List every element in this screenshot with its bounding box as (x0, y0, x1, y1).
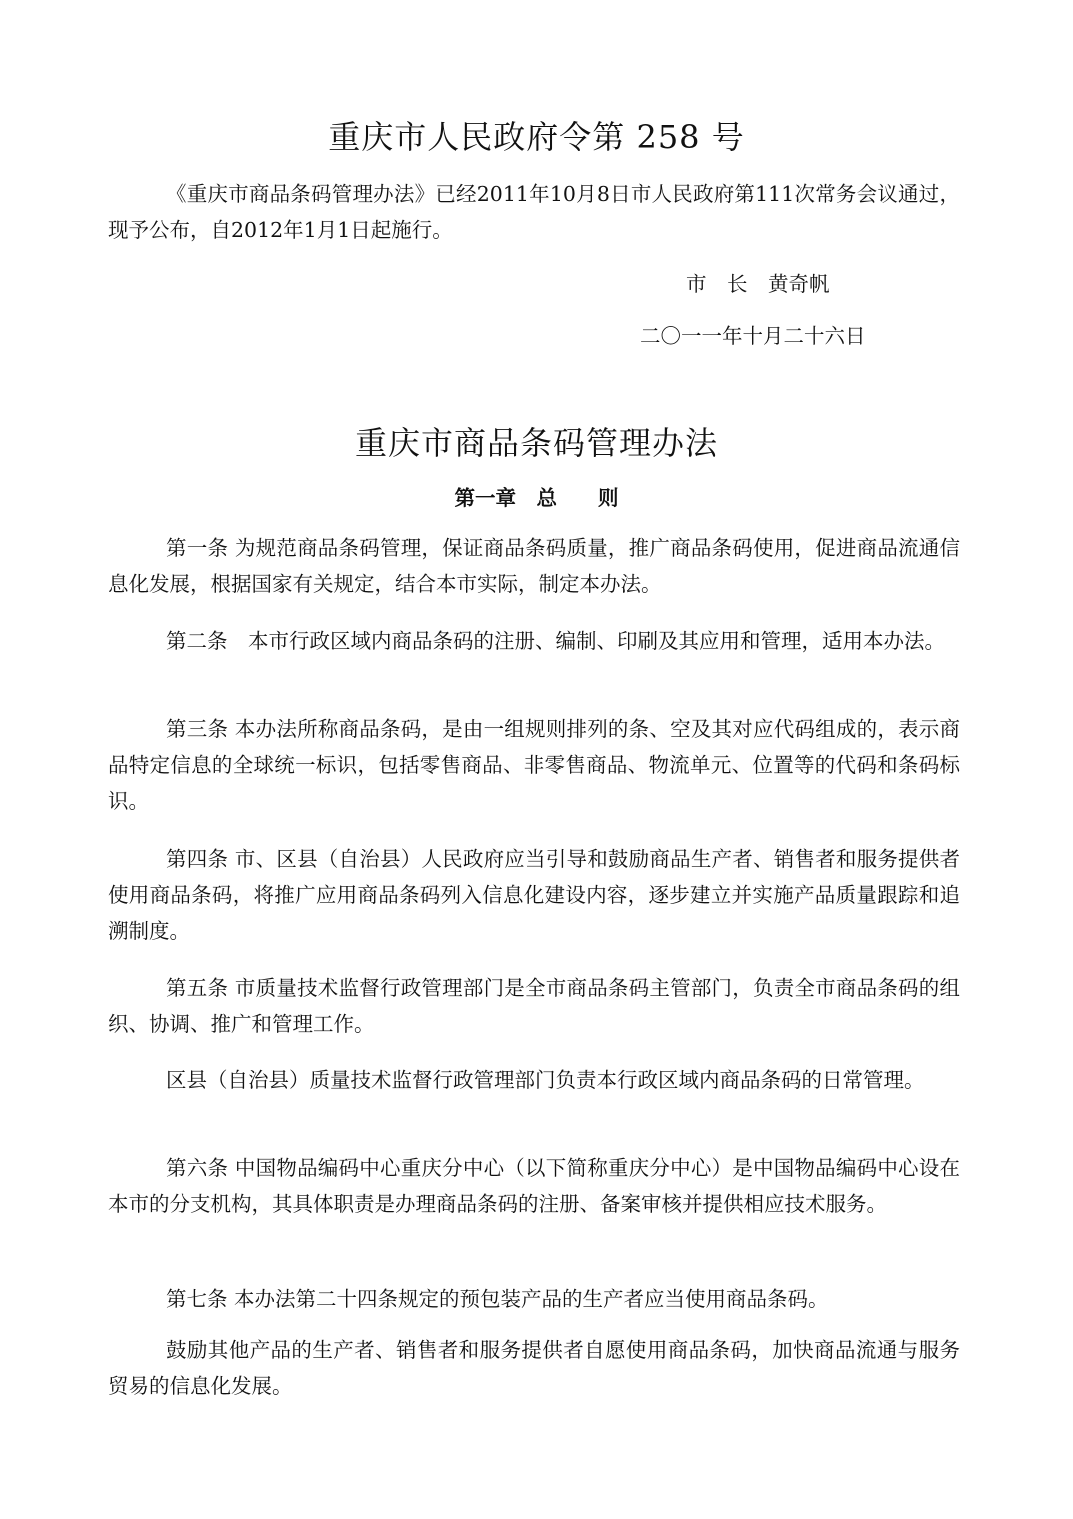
article-7-clause-2: 鼓励其他产品的生产者、销售者和服务提供者自愿使用商品条码，加快商品流通与服务贸易的信息化发展。 (108, 1338, 960, 1398)
order-date: 二〇一一年十月二十六日 (640, 324, 866, 348)
mayor-signature: 市 长 黄奇帆 (686, 272, 830, 296)
article-5-clause-2: 区县（自治县）质量技术监督行政管理部门负责本行政区域内商品条码的日常管理。 (166, 1068, 925, 1092)
document-title: 重庆市商品条码管理办法 (354, 424, 718, 462)
article-7: 第七条 本办法第二十四条规定的预包装产品的生产者应当使用商品条码。 (166, 1287, 829, 1311)
order-intro: 《重庆市商品条码管理办法》已经2011年10月8日市人民政府第111次常务会议通过，现予公布，自2012年1月1日起施行。 (108, 182, 960, 242)
article-1: 第一条 为规范商品条码管理，保证商品条码质量，推广商品条码使用，促进商品流通信息化发展，根据国家有关规定，结合本市实际，制定本办法。 (108, 536, 960, 596)
article-2: 第二条 本市行政区域内商品条码的注册、编制、印刷及其应用和管理，适用本办法。 (166, 629, 945, 653)
article-3: 第三条 本办法所称商品条码，是由一组规则排列的条、空及其对应代码组成的，表示商品特定信息的全球统一标识，包括零售商品、非零售商品、物流单元、位置等的代码和条码标识。 (108, 717, 960, 813)
article-4: 第四条 市、区县（自治县）人民政府应当引导和鼓励商品生产者、销售者和服务提供者使用商品条码，将推广应用商品条码列入信息化建设内容，逐步建立并实施产品质量跟踪和追溯制度。 (108, 847, 960, 943)
order-title: 重庆市人民政府令第 258 号 (328, 118, 745, 156)
chapter-title: 第一章 总 则 (454, 486, 619, 510)
article-6: 第六条 中国物品编码中心重庆分中心（以下简称重庆分中心）是中国物品编码中心设在本市的分支机构，其具体职责是办理商品条码的注册、备案审核并提供相应技术服务。 (108, 1156, 960, 1216)
article-5: 第五条 市质量技术监督行政管理部门是全市商品条码主管部门，负责全市商品条码的组织、协调、推广和管理工作。 (108, 976, 960, 1036)
